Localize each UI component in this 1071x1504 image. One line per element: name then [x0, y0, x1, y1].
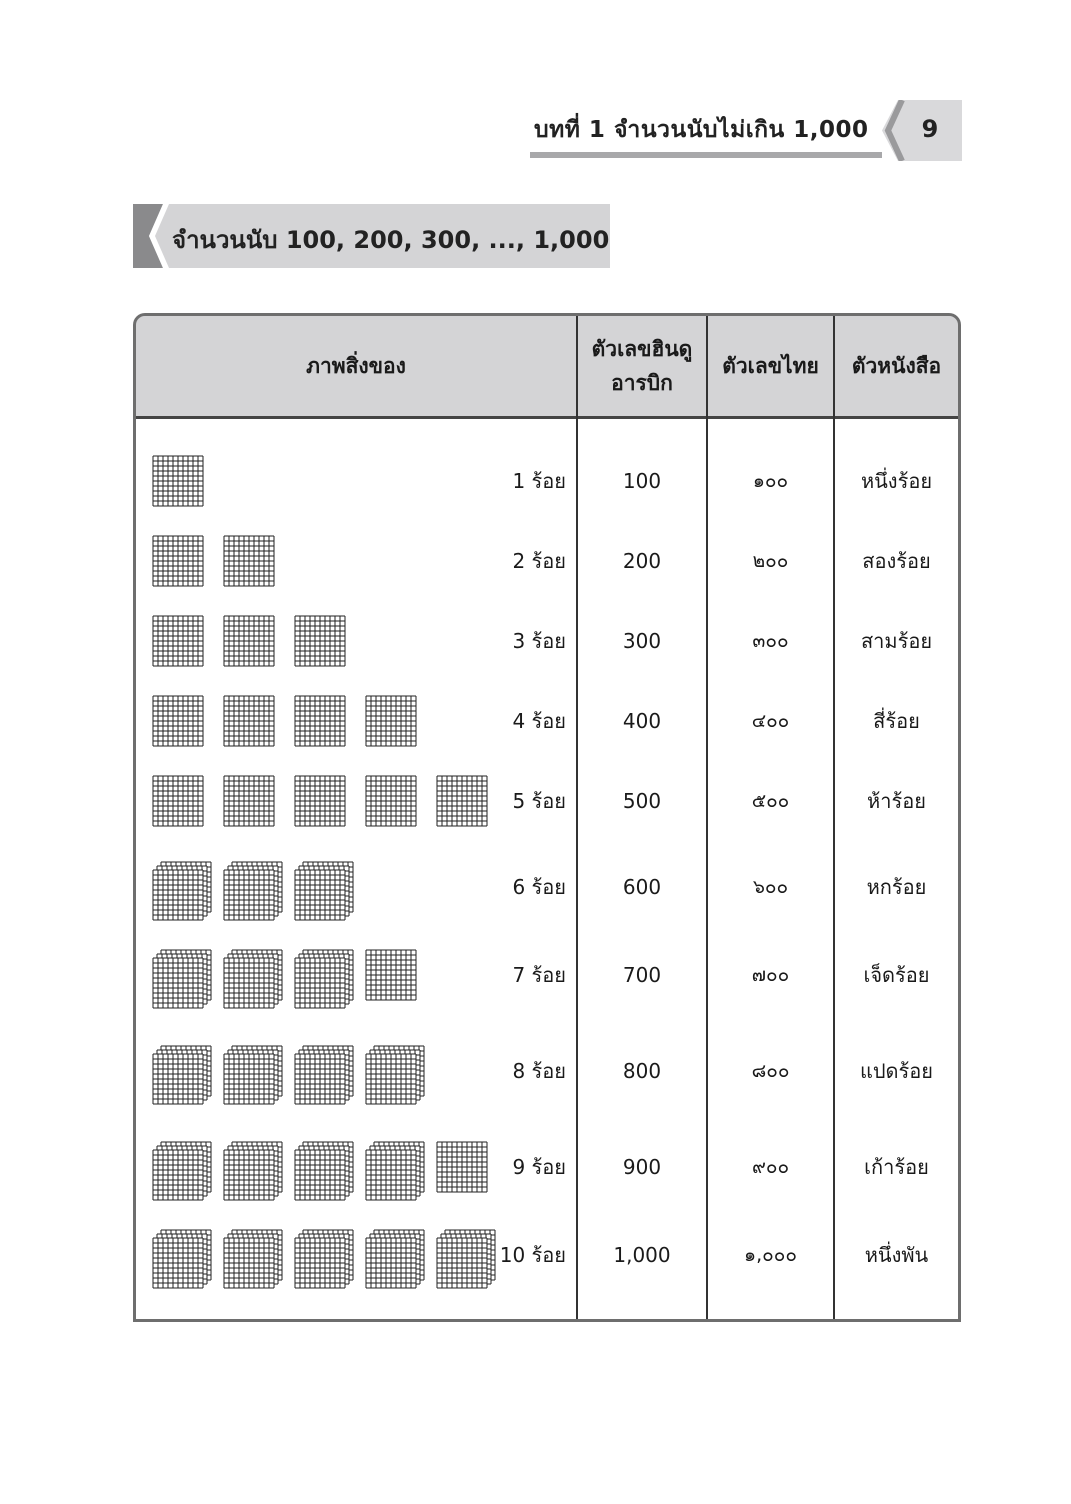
- hundred-stack-icon: [224, 1230, 282, 1288]
- hundred-stack-icon: [153, 862, 211, 920]
- picture-cell: [136, 761, 506, 841]
- hundred-stack-icon: [295, 1230, 353, 1288]
- section-title: จำนวนนับ 100, 200, 300, ..., 1,000: [172, 226, 610, 254]
- table-row: [136, 1127, 958, 1207]
- table-row: [136, 601, 958, 681]
- row-label: 8 ร้อย: [512, 1059, 566, 1083]
- thai-value: ๕๐๐: [751, 790, 790, 812]
- hundred-flat-icon: [153, 696, 203, 746]
- header-picture: ภาพสิ่งของ: [306, 354, 406, 378]
- row-label: 9 ร้อย: [512, 1155, 566, 1179]
- picture-cell: [136, 601, 506, 681]
- hundred-stack-icon: [153, 1142, 211, 1200]
- row-label: 7 ร้อย: [512, 963, 566, 987]
- hundred-stack-icon: [295, 1046, 353, 1104]
- hundred-stack-icon: [153, 1230, 211, 1288]
- hundred-flat-icon: [153, 536, 203, 586]
- hundred-flat-icon: [295, 616, 345, 666]
- arabic-value: 300: [622, 629, 662, 653]
- hundred-flat-icon: [366, 950, 416, 1000]
- picture-cell: [136, 847, 506, 927]
- header-hindu-arabic: [578, 316, 706, 416]
- arabic-value: 700: [622, 963, 662, 987]
- hundred-stack-icon: [153, 950, 211, 1008]
- hundred-flat-icon: [437, 1142, 487, 1192]
- row-label: 4 ร้อย: [512, 709, 566, 733]
- hundred-flat-icon: [153, 776, 203, 826]
- arabic-value: 200: [622, 549, 662, 573]
- thai-value: ๘๐๐: [751, 1060, 790, 1082]
- arabic-value: 100: [622, 469, 662, 493]
- header-hindu-arabic-line2: อารบิก: [611, 371, 673, 395]
- picture-cell: [136, 441, 506, 521]
- row-label: 1 ร้อย: [512, 469, 566, 493]
- picture-cell: [136, 1031, 506, 1111]
- hundred-stack-icon: [366, 1142, 424, 1200]
- row-label: 2 ร้อย: [512, 549, 566, 573]
- thai-value: ๒๐๐: [752, 550, 789, 572]
- table-row: [136, 847, 958, 927]
- words-value: เจ็ดร้อย: [863, 963, 930, 987]
- hundred-flat-icon: [295, 776, 345, 826]
- hundred-flat-icon: [224, 536, 274, 586]
- table-row: [136, 681, 958, 761]
- hundred-flat-icon: [153, 616, 203, 666]
- thai-value: ๑๐๐: [752, 470, 789, 492]
- arabic-value: 600: [622, 875, 662, 899]
- words-value: เก้าร้อย: [864, 1155, 929, 1179]
- picture-cell: [136, 681, 506, 761]
- hundred-flat-icon: [224, 696, 274, 746]
- page-number: 9: [921, 115, 939, 143]
- hundred-flat-icon: [437, 776, 487, 826]
- words-value: แปดร้อย: [859, 1059, 934, 1083]
- row-label: 5 ร้อย: [512, 789, 566, 813]
- hundred-stack-icon: [295, 1142, 353, 1200]
- hundred-stack-icon: [224, 1046, 282, 1104]
- table-row: [136, 1215, 958, 1295]
- hundred-stack-icon: [366, 1230, 424, 1288]
- picture-cell: [136, 1215, 506, 1295]
- hundred-flat-icon: [224, 776, 274, 826]
- hundred-flat-icon: [366, 776, 416, 826]
- arabic-value: 500: [622, 789, 662, 813]
- thai-value: ๑,๐๐๐: [744, 1244, 797, 1266]
- picture-cell: [136, 1127, 506, 1207]
- hundred-stack-icon: [366, 1046, 424, 1104]
- table-row: [136, 761, 958, 841]
- chapter-underline: [530, 152, 882, 158]
- words-value: หกร้อย: [866, 875, 927, 899]
- words-value: ห้าร้อย: [867, 789, 926, 813]
- words-value: สามร้อย: [860, 629, 933, 653]
- arabic-value: 400: [622, 709, 662, 733]
- words-value: สี่ร้อย: [873, 709, 920, 733]
- hundred-stack-icon: [224, 1142, 282, 1200]
- hundred-flat-icon: [224, 616, 274, 666]
- table-row: [136, 521, 958, 601]
- hundred-flat-icon: [153, 456, 203, 506]
- header-hindu-arabic-line1: ตัวเลขฮินดู: [591, 337, 693, 361]
- header-words: ตัวหนังสือ: [851, 354, 942, 378]
- picture-cell: [136, 935, 506, 1015]
- picture-cell: [136, 521, 506, 601]
- thai-value: ๙๐๐: [751, 1156, 790, 1178]
- table-row: [136, 441, 958, 521]
- hundred-flat-icon: [295, 696, 345, 746]
- hundred-stack-icon: [153, 1046, 211, 1104]
- row-label: 6 ร้อย: [512, 875, 566, 899]
- arabic-value: 1,000: [613, 1243, 671, 1267]
- words-value: หนึ่งร้อย: [860, 469, 933, 493]
- row-label: 10 ร้อย: [499, 1243, 566, 1267]
- hundred-flat-icon: [366, 696, 416, 746]
- thai-value: ๓๐๐: [752, 630, 789, 652]
- arabic-value: 900: [622, 1155, 662, 1179]
- table-row: [136, 1031, 958, 1111]
- hundred-stack-icon: [224, 862, 282, 920]
- thai-value: ๖๐๐: [752, 876, 789, 898]
- thai-value: ๗๐๐: [751, 964, 790, 986]
- arabic-value: 800: [622, 1059, 662, 1083]
- thai-value: ๔๐๐: [751, 710, 790, 732]
- words-value: สองร้อย: [862, 549, 931, 573]
- row-label: 3 ร้อย: [512, 629, 566, 653]
- chapter-title: บทที่ 1 จำนวนนับไม่เกิน 1,000: [534, 117, 869, 143]
- table-row: [136, 935, 958, 1015]
- hundred-stack-icon: [224, 950, 282, 1008]
- hundred-stack-icon: [295, 950, 353, 1008]
- header-thai-numeral: ตัวเลขไทย: [722, 354, 819, 378]
- hundred-stack-icon: [295, 862, 353, 920]
- words-value: หนึ่งพัน: [864, 1243, 929, 1267]
